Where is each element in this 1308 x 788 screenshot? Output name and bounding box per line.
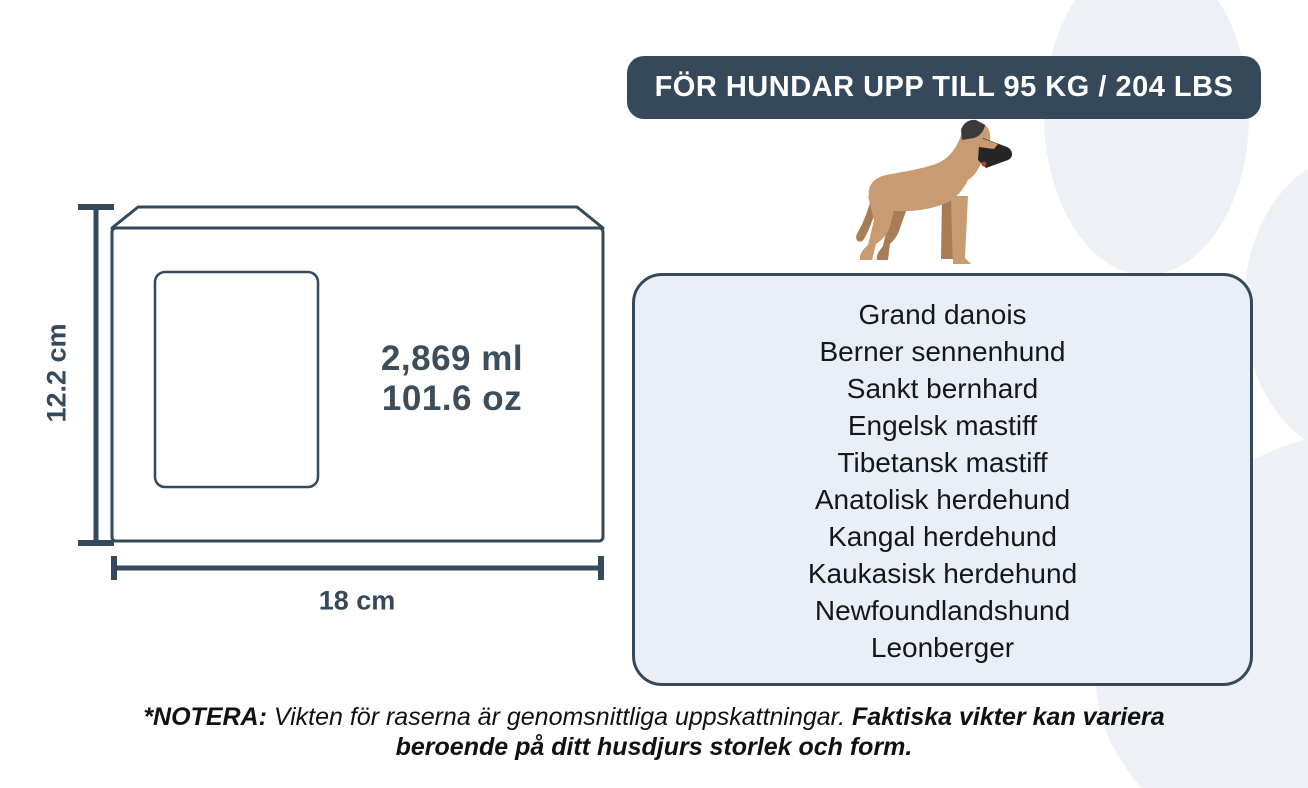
dog-jowl-dot bbox=[982, 162, 987, 167]
breed-list-item: Berner sennenhund bbox=[819, 336, 1066, 367]
dog-near-front-leg bbox=[951, 196, 971, 264]
feeder-window bbox=[155, 272, 318, 487]
breed-list-item: Sankt bernhard bbox=[846, 373, 1039, 404]
feeder-size-diagram bbox=[40, 190, 620, 610]
breed-list-box bbox=[632, 273, 1253, 686]
breed-list-item: Engelsk mastiff bbox=[847, 410, 1038, 441]
weight-range-label: FÖR HUNDAR UPP TILL 95 KG / 204 LBS bbox=[654, 71, 1234, 103]
paw-toe-icon bbox=[1044, 0, 1249, 275]
volume-ml-value: 2,869 ml bbox=[380, 339, 524, 378]
breed-list bbox=[635, 276, 1250, 666]
footnote-emphasis: Faktiska vikter kan variera beroende på ditt husdjurs storlek och form. bbox=[395, 703, 1165, 761]
breed-list-item: Leonberger bbox=[870, 632, 1015, 663]
breed-list-item: Tibetansk mastiff bbox=[837, 447, 1048, 478]
footnote-body: Vikten för raserna är genomsnittliga uppskattningar. bbox=[266, 703, 852, 731]
width-dimension-label: 18 cm bbox=[318, 585, 396, 616]
footnote bbox=[124, 702, 1184, 762]
breed-list-item: Kangal herdehund bbox=[828, 521, 1057, 552]
breed-list-item: Grand danois bbox=[858, 299, 1027, 330]
footnote-prefix: *NOTERA: bbox=[143, 703, 267, 731]
breed-list-item: Newfoundlandshund bbox=[814, 595, 1071, 626]
height-dimension-label: 12.2 cm bbox=[41, 323, 72, 423]
volume-label bbox=[381, 339, 523, 419]
volume-oz-value: 101.6 oz bbox=[381, 379, 523, 418]
weight-range-banner bbox=[627, 56, 1261, 119]
breed-list-item: Anatolisk herdehund bbox=[814, 484, 1071, 515]
paw-toe-icon bbox=[1244, 155, 1308, 455]
breed-list-item: Kaukasisk herdehund bbox=[807, 558, 1078, 589]
feeder-top-face bbox=[112, 207, 603, 228]
great-dane-illustration bbox=[850, 118, 1020, 268]
